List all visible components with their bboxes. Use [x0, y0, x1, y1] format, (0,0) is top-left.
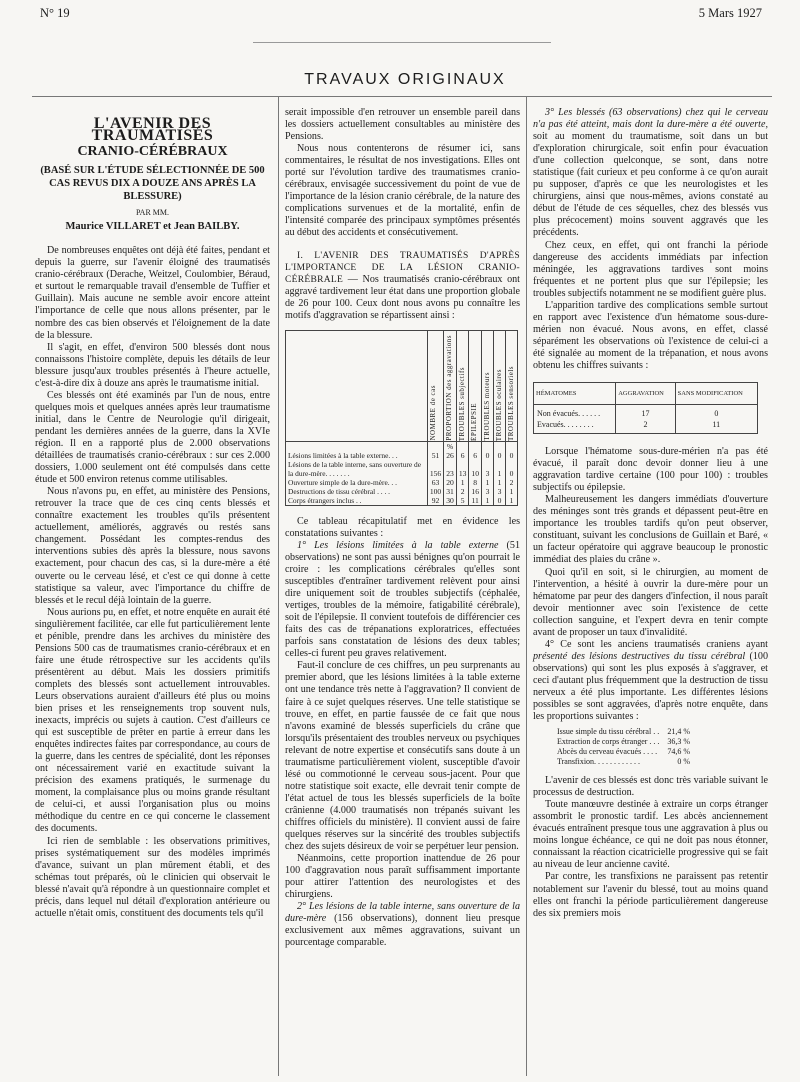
- table-header-cell: HÉMATOMES: [534, 383, 616, 405]
- table-header-cell: NOMBRE de cas: [427, 330, 443, 441]
- hematoma-table: [533, 382, 758, 434]
- paragraph: Il s'agit, en effet, d'environ 500 blessés dont nous connaissons l'histoire complète, depuis les détails de leur blessure jusqu'aux troubles présentés à l'heure actuelle, c'est-à-dire dix à douze ans après le traumatisme initial.: [35, 341, 270, 389]
- table-row: [286, 460, 518, 478]
- table-cell: 36,3 %: [667, 737, 691, 747]
- column-1: [35, 100, 270, 920]
- table-header-cell: [286, 330, 428, 441]
- table-cell: 74,6 %: [667, 747, 691, 757]
- table-cell: 92: [427, 496, 443, 506]
- paragraph: Malheureusement les dangers immédiats d'ouverture des méninges sont très grands et dépassent peut-être en importance les troubles tardifs qu'on peut observer, constituant, suivant les conclusions de Guillain et Baré, « un facteur opératoire qui aggrave beaucoup le pronostic immédiat des plaies du crâne ».: [533, 494, 768, 566]
- table-cell: Transfixion. . . . . . . . . . . .: [557, 757, 641, 767]
- paragraph: L'apparition tardive des complications semble surtout en rapport avec l'existence d'un hématome sous-dure-mérien non évacué. Nous avons, en effet, classé séparément les observations où l'existence de celui-ci a été signalée au moment de la trépanation, et nous avons obtenu les chiffres suivants :: [533, 299, 768, 371]
- authors: Maurice VILLARET et Jean BAILBY.: [65, 221, 240, 233]
- table-cell: 16: [469, 487, 482, 496]
- page-number: N° 19: [40, 6, 70, 20]
- table-header-cell: TROUBLES sensoriels: [506, 330, 518, 441]
- table-cell: 30: [444, 496, 457, 506]
- table-header-row: [286, 330, 518, 441]
- table-header-cell: AGGRAVATION: [616, 383, 675, 405]
- paragraph: serait impossible d'en retrouver un ensemble pareil dans les dossiers actuellement consultables au ministère des Pensions.: [285, 107, 520, 143]
- table-row: [286, 441, 518, 460]
- paragraph: Chez ceux, en effet, qui ont franchi la période dangereuse des accidents immédiats par infection méningée, les aggravations tardives sont moins fréquentes et ne portent plus que sur l'épilepsie; les troubles subjectifs notamment ne se modifient guère plus.: [533, 239, 768, 299]
- article-title: L'AVENIR DES TRAUMATISÉS: [91, 115, 214, 145]
- table-row: [286, 496, 518, 506]
- section-rule: [32, 96, 772, 97]
- table-cell: 1: [482, 478, 494, 487]
- table-cell: 1: [456, 478, 469, 487]
- table-cell: Destructions de tissu cérébral . . . .: [288, 486, 391, 496]
- section-text: — Nos traumatisés cranio-cérébraux ont aggravé tardivement leur état dans une proportion globale de 26 pour 100. Ceux dont nous avons pu connaître les motifs d'aggravation se répartissent ainsi :: [285, 273, 520, 321]
- section-title: TRAVAUX ORIGINAUX: [304, 71, 506, 88]
- paragraph: 2° Les lésions de la table interne, sans ouverture de la dure-mère (156 observations), donnent lieu presque exclusivement aux mêmes aggravations, suivant un pourcentage comparable.: [285, 901, 520, 949]
- paragraph: Ici rien de semblable : les observations primitives, prises systématiquement sur des modèles imprimés d'avance, suivant un plan mûrement établi, et des schémas tout préparés, où le clinicien qui observait le blessé n'avait qu'à répondre à un questionnaire complet et précis, dans lequel nul détail d'exploration antérieure ou actuelle n'était omis, constituent des documents tels qu'il: [35, 835, 270, 919]
- table-row: [553, 737, 694, 747]
- table-header-cell: PROPORTION des aggravations: [444, 330, 457, 441]
- table-row: [286, 487, 518, 496]
- table-row: [534, 405, 758, 420]
- table-header-row: [534, 383, 758, 405]
- table-cell: 5: [456, 496, 469, 506]
- table-cell: 100: [427, 487, 443, 496]
- table-cell: 0: [494, 441, 506, 460]
- table-cell: 1: [494, 478, 506, 487]
- paragraph: Nous nous contenterons de résumer ici, sans commentaires, le résultat de nos investigations. Elles ont porté sur l'évolution tardive des traumatismes cranio-cérébraux, envisagée successivement du point de vue de l'importance de la lésion cranio cérébrale, de la nature des complications survenues et de la mortalité, enfin de l'intensité comparée des principaux symptômes présentés au début des accidents et consécutivement.: [285, 143, 520, 239]
- table-cell: Non évacués. . . . . .: [537, 409, 601, 419]
- table-cell: 1: [494, 460, 506, 478]
- table-cell: 0: [506, 441, 518, 460]
- table-cell: Lésions de la table interne, sans ouverture de la dure-mère. . . . . . .: [288, 459, 421, 478]
- table-cell: Lésions limitées à la table externe. . .: [288, 450, 398, 460]
- paragraph: L'avenir de ces blessés est donc très variable suivant le processus de destruction.: [533, 775, 768, 799]
- table-header-cell: SANS MODIFICATION: [675, 383, 757, 405]
- table-header-cell: TROUBLES oculaires: [494, 330, 506, 441]
- table-row: [553, 757, 694, 767]
- paragraph: 4° Ce sont les anciens traumatisés craniens ayant présenté des lésions destructives du tissu cérébral (100 observations) qui sont les plus exposés à s'aggraver, et ceci d'autant plus fréquemment que la destruction de tissu nerveux a été plus importante. Les différentes lésions possibles se sont aggravées, d'après notre enquête, dans les proportions suivantes :: [533, 638, 768, 723]
- section-heading: I. L'AVENIR DES TRAUMATISÉS D'APRÈS L'IMPORTANCE DE LA LÉSION CRANIO-CÉRÉBRALE: [285, 250, 520, 285]
- table-cell: 31: [444, 487, 457, 496]
- table-cell: 0: [482, 441, 494, 460]
- table-cell: 6: [456, 441, 469, 460]
- column-divider: [526, 96, 527, 1076]
- paragraph: 1° Les lésions limitées à la table externe (51 observations) ne sont pas aussi bénignes qu'on pourrait le croire : les complications cérébrales qu'elles sont susceptibles d'entraîner tardivement relèvent pour ainsi dire uniquement soit de troubles subjectifs (céphalée, vertiges, troubles de la mémoire, fatigabilité cérébrale), soit de l'épilepsie. Il convient toutefois de différencier ces faits des cas de trépanations exploratrices, effectuées parfois sans constatation de lésions des deux tables; celles-ci furent peu graves relativement.: [285, 539, 520, 660]
- top-rule: [253, 42, 551, 43]
- table-cell: 13: [456, 460, 469, 478]
- column-2: [285, 107, 520, 949]
- table-cell: 63: [427, 478, 443, 487]
- table-cell: Issue simple du tissu cérébral . .: [557, 727, 660, 737]
- table-cell: Corps étrangers inclus . .: [288, 495, 362, 505]
- table-cell: 2: [506, 478, 518, 487]
- issue-date: 5 Mars 1927: [698, 6, 762, 20]
- paragraph: 3° Les blessés (63 observations) chez qui le cerveau n'a pas été atteint, mais dont la dure-mère a été ouverte, soit au moment du traumatisme, soit dans un but d'exploration chirurgicale, soit enfin pour évacuation d'une collection quelconque, se sont, dans notre statistique (fait curieux et peu conforme à ce qu'on aurait pu supposer, d'après ce que les neurologistes et les chirurgiens, ainsi que nous-mêmes, avions constaté au début de l'étude de ces séquelles, chez des blessés vus plus précocement) moins souvent aggravés que les précédents.: [533, 107, 768, 239]
- table-cell: 0: [506, 460, 518, 478]
- table-cell: 3: [494, 487, 506, 496]
- table-cell: 1: [506, 487, 518, 496]
- column-3: [533, 107, 768, 920]
- table-cell: 51: [427, 441, 443, 460]
- table-cell: 156: [427, 460, 443, 478]
- table-cell: 20: [444, 478, 457, 487]
- paragraph: Nous n'avons pu, en effet, au ministère des Pensions, retrouver la trace que de ces cinq cents blessés et connaître exactement les troubles qu'ils présentent actuellement, améliorés, aggravés ou restés sans changement. Possédant les comptes-rendus des interventions subies dès après la blessure, nous savons exactement, pour chacun des cas, si la dure-mère a été ouverte ou le cerveau lésé, et c'est ce qui donne à cette statistique sa valeur, avec l'importance du chiffre de blessés et le recul déjà lointain de la guerre.: [35, 486, 270, 606]
- table-cell: 10: [469, 460, 482, 478]
- table-cell: Evacués. . . . . . . .: [537, 420, 594, 430]
- table-header-cell: ÉPILEPSIE: [469, 330, 482, 441]
- article-title-line2: CRANIO-CÉRÉBRAUX: [77, 144, 228, 160]
- table-cell: % 26: [444, 441, 457, 460]
- section-paragraph: [285, 250, 520, 322]
- table-cell: 17: [616, 405, 675, 420]
- table-cell: 21,4 %: [667, 727, 691, 737]
- table-cell: Ouverture simple de la dure-mère. . .: [288, 477, 397, 487]
- table-cell: 2: [456, 487, 469, 496]
- paragraph: Lorsque l'hématome sous-dure-mérien n'a pas été évacué, il paraît donc devoir donner lieu à une aggravation tardive certaine (100 pour 100) : troubles subjectifs ou épilepsie.: [533, 446, 768, 494]
- paragraph: Par contre, les transfixions ne paraissent pas retentir notablement sur l'avenir du blessé, tout au moins quand elles ont franchi la période particulièrement dangereuse des six premiers mois: [533, 871, 768, 919]
- article-subtitle: (BASÉ SUR L'ÉTUDE SÉLECTIONNÉE DE 500 CAS REVUS DIX A DOUZE ANS APRÈS LA BLESSURE): [40, 165, 265, 203]
- table-cell: Abcès du cerveau évacués . . . .: [557, 747, 658, 757]
- table-header-cell: TROUBLES subjectifs: [456, 330, 469, 441]
- column-divider: [278, 96, 279, 1076]
- byline-prefix: PAR MM.: [135, 208, 170, 218]
- emphasis: présenté des lésions destructives du tissu cérébral: [533, 650, 746, 662]
- table-cell: 0 %: [677, 757, 691, 767]
- paragraph: Néanmoins, cette proportion inattendue de 26 pour 100 d'aggravation nous paraît suffisamment importante pour attirer l'attention des neurologistes et des chirurgiens.: [285, 853, 520, 901]
- table-cell: 1: [482, 496, 494, 506]
- table-cell: 23: [444, 460, 457, 478]
- paragraph: Faut-il conclure de ces chiffres, un peu surprenants au premier abord, que les lésions limitées à la table externe ont une tendance très nette à l'aggravation? Il convient de faire à ce sujet quelques réserves. Une telle statistique se trouve, en effet, en partie faussée de ce fait que nous n'avons examiné de blessés superficiels du crâne que lorsqu'ils présentaient des troubles nerveux ou psychiques relevant de notre expertise et consécutifs sans doute à un traumatisme particulièrement violent, susceptible d'avoir lésé ou commotionné le cerveau sous-jacent. Pour que notre statistique soit exacte, elle devrait tenir compte de l'état actuel de tous les blessés superficiels de la boîte crânienne (4.000 traumatisés non trépanés suivant les chiffres officiels du ministère). Il convient aussi de faire quelques réserves sur la sincérité des troubles subjectifs chez des sujets désireux de voir se perpétuer leur pension.: [285, 660, 520, 853]
- paragraph: De nombreuses enquêtes ont déjà été faites, pendant et depuis la guerre, sur l'avenir éloigné des traumatisés cranio-cérébraux (Derache, Weitzel, Coulombier, Béraud, et surtout le remarquable travail d'ensemble de Tuffier et Guillain). Mais aucune ne semble avoir encore atteint l'importance de celle que nous allons présenter, par le nombre des cas bien observés et l'éloignement de la date de la blessure.: [35, 245, 270, 341]
- article-heading: [35, 115, 270, 233]
- paragraph: Ces blessés ont été examinés par l'un de nous, entre quelques mois et quelques années après leur traumatisme initial, dans le Centre de Neurologie qu'il dirigeait, pendant les dernières années de la guerre, dans la XVIe région. Il en a rapporté plus de 2.000 observations détaillées de traumatisés cranio-cérébraux : sur ces 2.000 dossiers, 1.000 seulement ont été compulsés dans cette étude et 500 environ retenus comme utilisables.: [35, 389, 270, 486]
- table-cell: 8: [469, 478, 482, 487]
- paragraph: Toute manœuvre destinée à extraire un corps étranger assombrit le pronostic tardif. Les abcès anciennement évacués entraînent presque tous une aggravation à plus ou moins longue échéance, ce qui ne doit pas nous étonner, connaissant la réaction cicatricielle progressive qui se fait au niveau de leur ancienne cavité.: [533, 799, 768, 871]
- paragraph: Nous aurions pu, en effet, et notre enquête en aurait été singulièrement facilitée, car elle fut particulièrement lente et pénible, prendre dans les archives du ministère des Pensions 500 cas de traumatismes cranio-cérébraux et en faire une étude rétrospective sur les accidents qu'ils présentèrent au début. Mais les dossiers primitifs complets des blessés sont actuellement introuvables. Leurs observations auraient d'ailleurs été plus ou moins bien prises et les renseignements trop souvent nuls, inexacts, imprécis ou sujets à caution. C'est d'ailleurs ce qui est susceptible de prêter en partie à erreur dans les enquêtes indirectes faites par correspondance, au cours de la guerre, dans les centres de spécialité, dont les réponses ont nécessairement varié en exactitude suivant la précision des examens pratiqués, le surmenage du moment, la complaisance plus ou moins grande résultant de celui-ci, et aussi l'organisation plus ou moins méthodique du centre en ce qui concerne le classement des documents.: [35, 606, 270, 835]
- table-row: [553, 727, 694, 737]
- paragraph: Ce tableau récapitulatif met en évidence les constatations suivantes :: [285, 515, 520, 539]
- table-row: [286, 478, 518, 487]
- paragraph: Quoi qu'il en soit, si le chirurgien, au moment de l'intervention, a hésité à ouvrir la dure-mère pour un hématome par peur des dangers d'infection, il nous paraît devoir mentionner avec soin l'existence de cette collection sanguine, et l'expert devra en tenir compte avant de proposer un taux d'invalidité.: [533, 566, 768, 638]
- emphasis: 1° Les lésions limitées à la table externe: [297, 539, 499, 551]
- table-header-cell: TROUBLES moteurs: [482, 330, 494, 441]
- emphasis: 2° Les lésions de la table interne, sans ouverture de la dure-mère: [285, 901, 520, 925]
- table-cell: 6: [469, 441, 482, 460]
- lesion-table: [285, 330, 518, 506]
- table-cell: 11: [469, 496, 482, 506]
- table-row: [553, 747, 694, 757]
- table-cell: 0: [494, 496, 506, 506]
- table-cell: 3: [482, 487, 494, 496]
- emphasis: 3° Les blessés (63 observations) chez qui le cerveau n'a pas été atteint, mais dont la dure-mère a été ouverte,: [533, 107, 768, 131]
- table-cell: 3: [482, 460, 494, 478]
- destruction-table: [553, 727, 694, 767]
- table-cell: Extraction de corps étranger . . .: [557, 737, 660, 747]
- table-cell: 11: [675, 419, 757, 434]
- table-cell: 2: [616, 419, 675, 434]
- table-row: [534, 419, 758, 434]
- table-cell: 0: [675, 405, 757, 420]
- table-cell: 1: [506, 496, 518, 506]
